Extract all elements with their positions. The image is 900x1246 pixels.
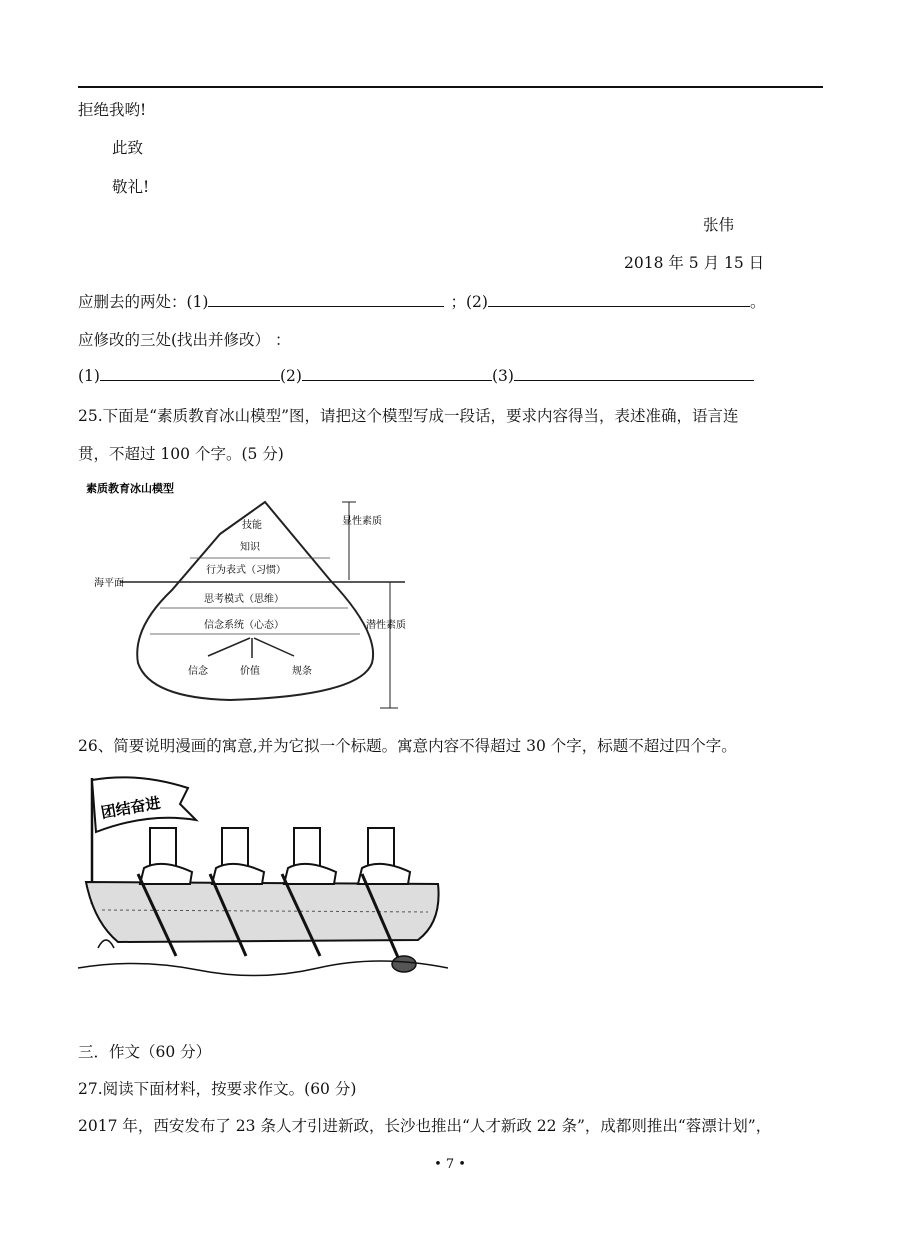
rower xyxy=(140,828,192,884)
letter-date: 2018 年 5 月 15 日 xyxy=(624,254,765,272)
section3-heading: 三．作文（60 分） xyxy=(78,1043,212,1061)
sea-level-label: 海平面 xyxy=(94,578,124,589)
answer-blank[interactable] xyxy=(302,366,492,381)
q27-prompt: 27.阅读下面材料，按要求作文。(60 分) xyxy=(78,1080,357,1098)
letter-closing: 拒绝我哟! xyxy=(78,101,147,119)
q27-material: 2017 年，西安发布了 23 条人才引进新政，长沙也推出“人才新政 22 条”，成都则推出“蓉漂计划”， xyxy=(78,1117,772,1135)
flag-text: 团结奋进 xyxy=(99,793,162,822)
branch-label: 价值 xyxy=(240,666,260,677)
salutation-1: 此致 xyxy=(112,139,144,157)
m1-label: (1) xyxy=(78,367,100,385)
answer-blank[interactable] xyxy=(100,366,280,381)
iceberg-item: 思考模式（思维） xyxy=(204,594,284,605)
branch-label: 规条 xyxy=(292,666,312,677)
implicit-label: 潜性素质 xyxy=(366,620,406,631)
answer-blank[interactable] xyxy=(208,292,444,307)
iceberg-item: 信念系统（心态） xyxy=(204,620,284,631)
net xyxy=(392,956,416,972)
header-rule xyxy=(78,86,823,88)
water-splash xyxy=(98,940,114,948)
iceberg-item: 技能 xyxy=(242,520,262,531)
delete-label: 应删去的两处：(1) xyxy=(78,293,209,311)
rower xyxy=(358,828,410,884)
delete-end: 。 xyxy=(749,293,766,311)
answer-blank[interactable] xyxy=(514,366,754,381)
m2-label: (2) xyxy=(279,367,302,385)
modify-label: 应修改的三处(找出并修改） ： xyxy=(78,331,291,349)
iceberg-item: 知识 xyxy=(240,542,260,553)
answer-blank[interactable] xyxy=(488,292,750,307)
page-number: • 7 • xyxy=(434,1157,466,1172)
delete-question xyxy=(78,290,765,312)
rower xyxy=(284,828,336,884)
branch-line xyxy=(208,638,250,656)
iceberg-item: 行为表式（习惯） xyxy=(206,565,286,576)
explicit-label: 显性素质 xyxy=(342,516,382,527)
delete-sep: ；(2) xyxy=(450,293,488,311)
m3-label: (3) xyxy=(491,367,514,385)
modify-answers xyxy=(78,366,754,385)
signature: 张伟 xyxy=(703,216,735,234)
q25-line1: 25.下面是“素质教育冰山模型”图，请把这个模型写成一段话，要求内容得当，表述准确，语言连 xyxy=(78,407,739,425)
branch-line xyxy=(254,638,294,656)
salutation-2: 敬礼! xyxy=(112,178,150,196)
cartoon-figure xyxy=(78,772,448,982)
rower xyxy=(212,828,264,884)
q25-line2: 贯，不超过 100 个字。(5 分) xyxy=(78,445,284,463)
q26-text: 26、简要说明漫画的寓意,并为它拟一个标题。寓意内容不得超过 30 个字，标题不超过四个字。 xyxy=(78,737,737,755)
iceberg-title: 素质教育冰山模型 xyxy=(86,482,174,495)
iceberg-figure xyxy=(80,478,410,718)
branch-label: 信念 xyxy=(188,666,208,677)
